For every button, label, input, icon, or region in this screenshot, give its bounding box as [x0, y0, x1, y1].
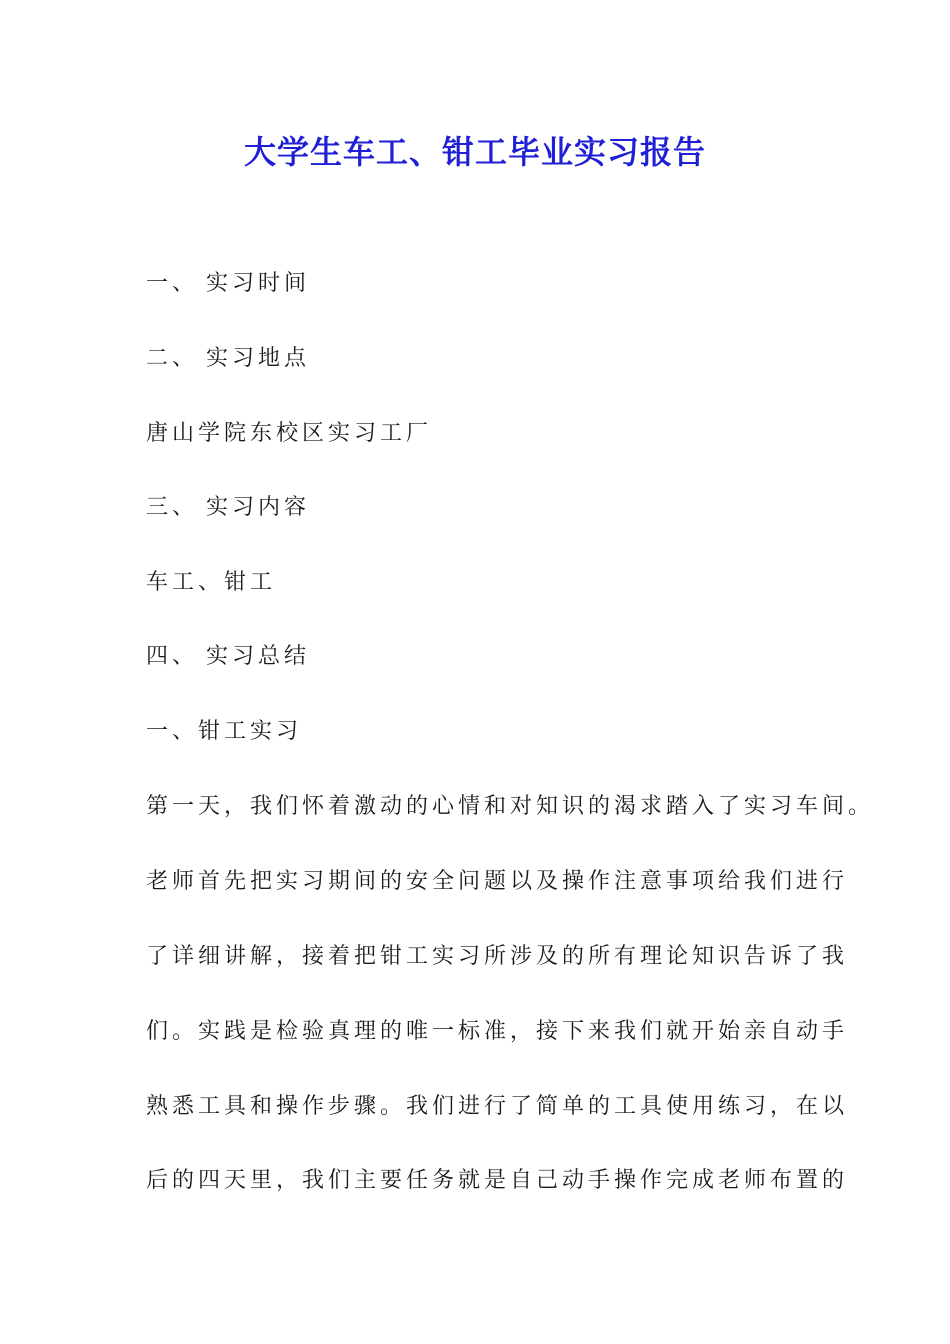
section-heading-summary — [146, 640, 310, 674]
section-label: 实习时间 — [206, 271, 311, 296]
location-text: 唐山学院东校区实习工厂 — [146, 421, 433, 446]
content-text: 车工、钳工 — [146, 570, 277, 595]
section-heading-content — [146, 491, 310, 525]
paragraph-line: 老师首先把实习期间的安全问题以及操作注意事项给我们进行 — [146, 869, 849, 894]
section-heading-location — [146, 342, 310, 376]
section-number: 四、 — [146, 644, 199, 669]
section-number: 三、 — [146, 495, 199, 520]
section-number: 一、 — [146, 271, 199, 296]
paragraph-line: 们。实践是检验真理的唯一标准，接下来我们就开始亲自动手 — [146, 1019, 849, 1044]
section-label: 实习地点 — [206, 346, 311, 371]
paragraph-line: 熟悉工具和操作步骤。我们进行了简单的工具使用练习，在以 — [146, 1094, 849, 1119]
subsection-heading: 一、钳工实习 — [146, 719, 303, 744]
document-title: 大学生车工、钳工毕业实习报告 — [243, 133, 706, 171]
paragraph-line: 第一天，我们怀着激动的心情和对知识的渴求踏入了实习车间。 — [146, 794, 875, 819]
paragraph-line: 后的四天里，我们主要任务就是自己动手操作完成老师布置的 — [146, 1168, 849, 1193]
section-label: 实习总结 — [206, 644, 311, 669]
section-number: 二、 — [146, 346, 199, 371]
section-label: 实习内容 — [206, 495, 311, 520]
section-heading-time — [146, 267, 310, 301]
paragraph-line: 了详细讲解，接着把钳工实习所涉及的所有理论知识告诉了我 — [146, 944, 849, 969]
